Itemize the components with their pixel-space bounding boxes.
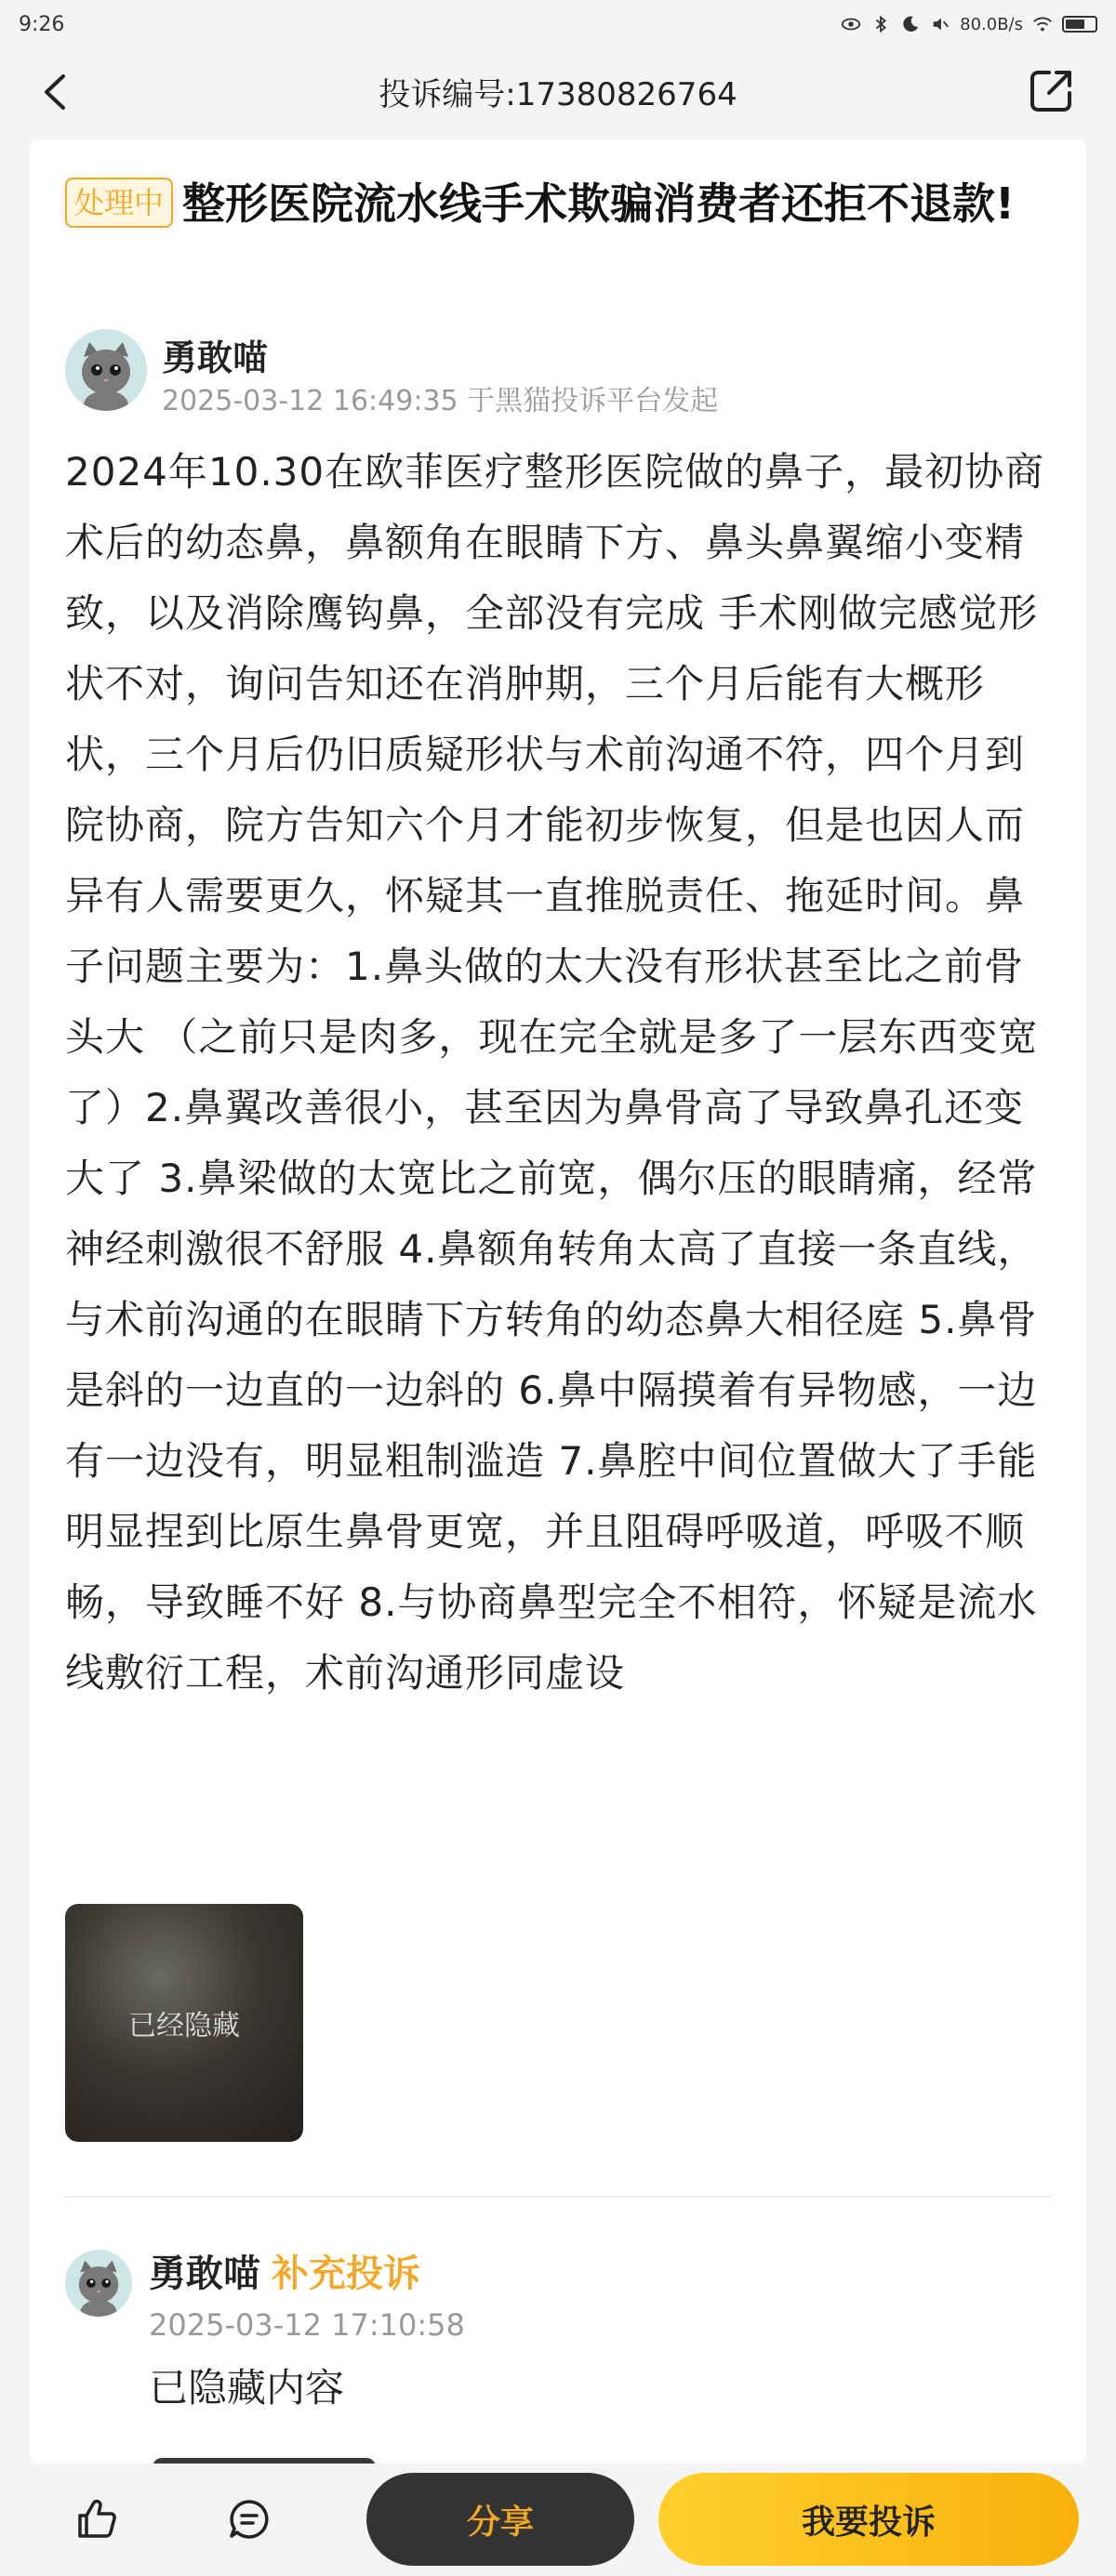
divider <box>65 2196 1051 2198</box>
comment-icon[interactable] <box>227 2497 272 2542</box>
complaint-body: 2024年10.30在欧菲医疗整形医院做的鼻子，最初协商术后的幼态鼻，鼻额角在眼睛下方、鼻头鼻翼缩小变精致，以及消除鹰钩鼻，全部没有完成 手术刚做完感觉形状不对，询问告知还在消肿期，三个月后能有大概形状，三个月后仍旧质疑形状与术前沟通不符，四个月到院协商，院方告知六个月才能初步恢复，但是也因人而异有人需要更久，怀疑其一直推脱责任、拖延时间。鼻子问题主要为：1.鼻头做的太大没有形状甚至比之前骨头大 （之前只是肉多，现在完全就是多了一层东西变宽了）2.鼻翼改善很小，甚至因为鼻骨高了导致鼻孔还变大了 3.鼻梁做的太宽比之前宽，偶尔压的眼睛痛，经常神经刺激很不舒服 4.鼻额角转角太高了直接一条直线，与术前沟通的在眼睛下方转角的幼态鼻大相径庭 5.鼻骨是斜的一边直的一边斜的 6.鼻中隔摸着有异物感，一边有一边没有，明显粗制滥造 7.鼻腔中间位置做大了手能明显捏到比原生鼻骨更宽，并且阻碍呼吸道，呼吸不顺畅，导致睡不好 8.与协商鼻型完全不相符，怀疑是流水线敷衍工程，术前沟通形同虚设 <box>65 449 1045 1696</box>
nav-bar <box>0 48 1116 134</box>
file-complaint-button[interactable]: 我要投诉 <box>658 2473 1079 2566</box>
author-name[interactable]: 勇敢喵 <box>162 337 269 378</box>
hidden-image-label: 已经隐藏 <box>128 2010 240 2042</box>
moon-icon <box>900 14 921 34</box>
complaint-title: 整形医院流水线手术欺骗消费者还拒不退款! <box>182 178 1015 229</box>
supplement-author[interactable]: 勇敢喵 <box>149 2252 260 2295</box>
network-speed: 80.0B/s <box>960 14 1023 34</box>
complaint-card <box>30 139 1086 2464</box>
share-button[interactable]: 分享 <box>366 2473 634 2566</box>
post-meta: 2025-03-12 16:49:35 于黑猫投诉平台发起 <box>162 385 719 417</box>
back-icon[interactable] <box>33 69 80 115</box>
avatar[interactable] <box>65 329 147 411</box>
cat-avatar-icon <box>65 2250 132 2317</box>
supplement-avatar[interactable] <box>65 2250 132 2317</box>
thumbs-up-icon[interactable] <box>74 2497 119 2542</box>
page-title: 投诉编号:17380826764 <box>379 75 737 113</box>
hidden-image-thumbnail[interactable] <box>65 1904 303 2142</box>
supplement-content: 已隐藏内容 <box>149 2365 345 2411</box>
wifi-icon <box>1032 14 1053 34</box>
eye-icon <box>841 14 861 34</box>
status-time: 9:26 <box>19 12 65 36</box>
status-bar <box>0 0 1116 48</box>
complaint-title-row <box>65 171 1051 236</box>
supplement-time: 2025-03-12 17:10:58 <box>149 2307 465 2343</box>
cat-avatar-icon <box>65 329 147 411</box>
bottom-action-bar <box>0 2464 1116 2576</box>
share-out-icon[interactable] <box>1025 65 1077 117</box>
supplement-header <box>149 2244 420 2297</box>
bluetooth-icon <box>870 14 891 34</box>
mute-icon <box>930 14 950 34</box>
battery-icon <box>1062 16 1097 33</box>
supplement-tag: 补充投诉 <box>272 2252 420 2295</box>
status-icons <box>841 14 1097 34</box>
status-badge: 处理中 <box>65 178 173 228</box>
